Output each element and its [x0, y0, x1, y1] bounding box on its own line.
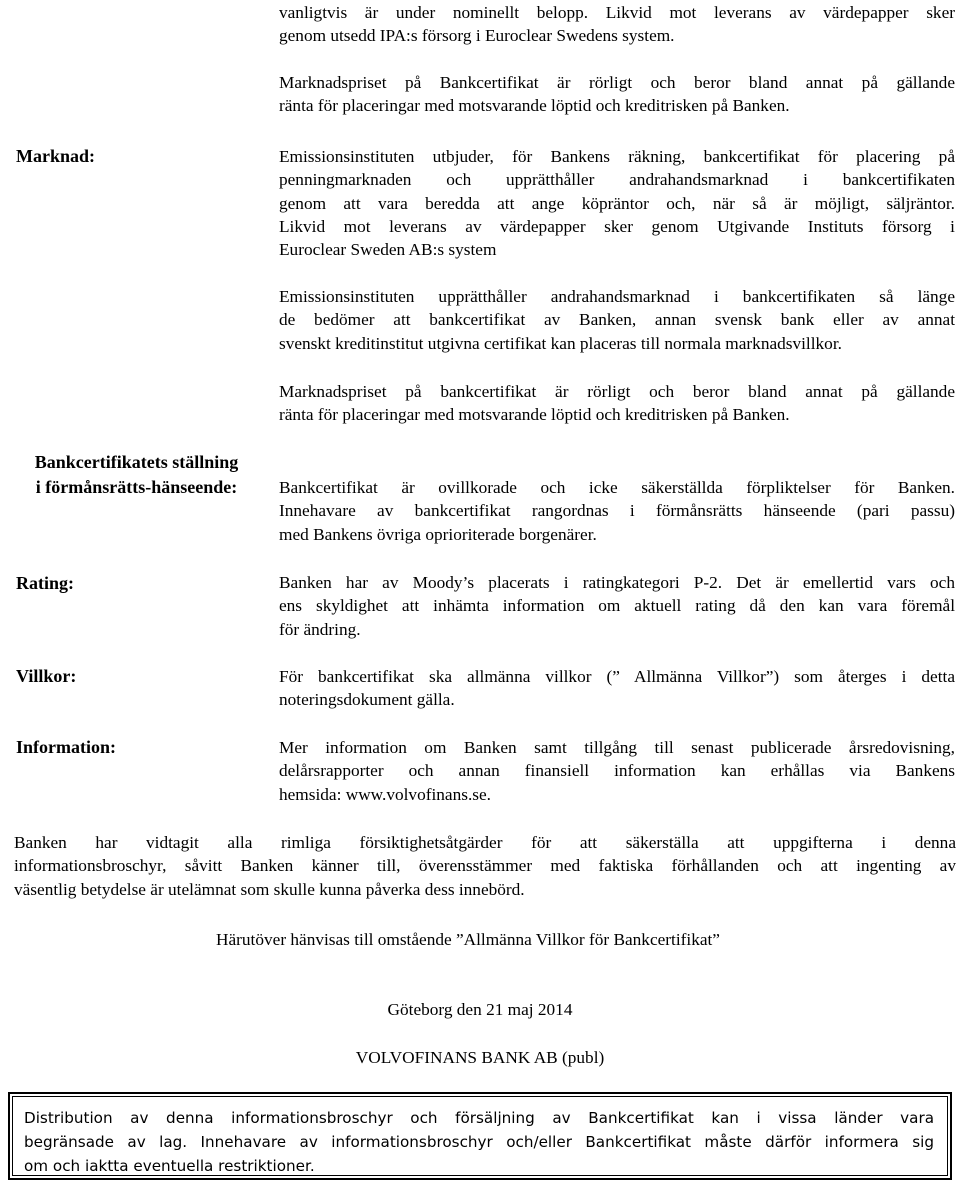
terms-label: Villkor:	[16, 666, 77, 686]
distribution-notice-text: Distribution av denna informationsbroschyr och försäljning av Bankcertifikat kan i vissa länder vara begränsade av lag. Innehavare av informationsbroschyr och/eller Bankcertifikat måste därför informera sig om och iaktta eventuella restriktioner.	[24, 1109, 934, 1175]
general-terms-reference: Härutöver hänvisas till omstående ”Allmänna Villkor för Bankcertifikat”	[216, 930, 720, 949]
ranking-label: Bankcertifikatets ställning i förmånsrätts-hänseende:	[34, 452, 239, 497]
continuation-paragraph: vanligtvis är under nominellt belopp. Likvid mot leverans av värdepapper sker genom utsedd IPA:s försorg i Euroclear Swedens system.	[279, 3, 955, 46]
responsibility-statement: Banken har vidtagit alla rimliga försiktighetsåtgärder för att säkerställa att uppgifterna i denna informationsbroschyr, såvitt Banken känner till, överensstämmer med faktiska förhållanden och att ingenting av väsentlig betydelse är utelämnat som skulle kunna påverka dess innebörd.	[14, 833, 956, 899]
market-paragraph-3: Marknadspriset på bankcertifikat är rörligt och beror bland annat på gällande ränta för placeringar med motsvarande löptid och kreditrisken på Banken.	[279, 382, 955, 425]
market-price-paragraph: Marknadspriset på Bankcertifikat är rörligt och beror bland annat på gällande ränta för placeringar med motsvarande löptid och kreditrisken på Banken.	[279, 73, 955, 116]
information-label: Information:	[16, 737, 116, 757]
ranking-paragraph: Bankcertifikat är ovillkorade och icke säkerställda förpliktelser för Banken. Innehavare av bankcertifikat rangordnas i förmånsrätts hänseende (pari passu) med Bankens övriga oprioriterade borgenärer.	[279, 478, 955, 544]
market-paragraph-2: Emissionsinstituten upprätthåller andrahandsmarknad i bankcertifikaten så länge de bedömer att bankcertifikat av Banken, annan svensk bank eller av annat svenskt kreditinstitut utgivna certifikat kan placeras till normala marknadsvillkor.	[279, 287, 955, 353]
market-paragraph-1: Emissionsinstituten utbjuder, för Bankens räkning, bankcertifikat för placering på penningmarknaden och upprätthåller andrahandsmarknad i bankcertifikaten genom att vara beredda att ange köpräntor och, när så är möjligt, säljräntor. Likvid mot leverans av värdepapper sker genom Utgivande Instituts försorg i Euroclear Sweden AB:s system	[279, 147, 955, 260]
company-name: VOLVOFINANS BANK AB (publ)	[355, 1048, 605, 1067]
rating-label: Rating:	[16, 573, 74, 593]
website-link[interactable]: hemsida: www.volvofinans.se.	[279, 784, 491, 804]
place-and-date: Göteborg den 21 maj 2014	[387, 1000, 573, 1019]
terms-paragraph: För bankcertifikat ska allmänna villkor (” Allmänna Villkor”) som återges i detta noteringsdokument gälla.	[279, 667, 955, 710]
distribution-notice-box	[8, 1092, 952, 1180]
information-paragraph: Mer information om Banken samt tillgång till senast publicerade årsredovisning, delårsrapporter och annan finansiell information kan erhållas via Bankens hemsida: www.volvofinans.se.	[279, 738, 955, 804]
market-label: Marknad:	[16, 146, 96, 166]
rating-paragraph: Banken har av Moody’s placerats i ratingkategori P-2. Det är emellertid vars och ens skyldighet att inhämta information om aktuell rating då den kan vara föremål för ändring.	[279, 573, 955, 639]
